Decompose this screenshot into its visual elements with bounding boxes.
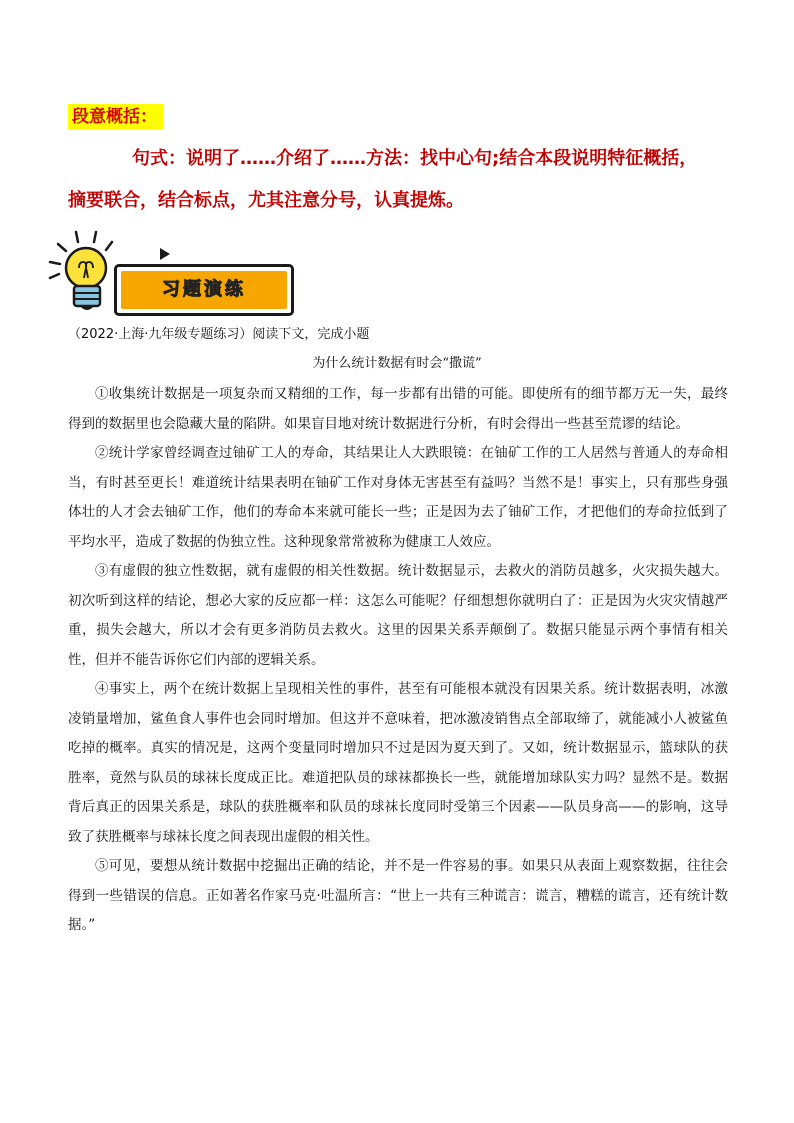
arrow-icon — [160, 248, 170, 260]
summary-heading-label: 段意概括： — [68, 104, 163, 130]
summary-method-line-1: 句式：说明了……介绍了……方法：找中心句;结合本段说明特征概括， — [132, 148, 698, 169]
question-source: （2022·上海·九年级专题练习）阅读下文，完成小题 — [68, 327, 370, 342]
article-title: 为什么统计数据有时会“撒谎” — [312, 356, 482, 371]
badge-title: 习题演练 — [162, 279, 246, 300]
article-paragraph-1: ①收集统计数据是一项复杂而又精细的工作，每一步都有出错的可能。即使所有的细节都万无一失，最终得到的数据里也会隐藏大量的陷阱。如果盲目地对统计数据进行分析，有时会得出一些甚至荒谬的结论。 — [68, 386, 728, 432]
summary-method-line-2: 摘要联合，结合标点，尤其注意分号，认真提炼。 — [68, 190, 464, 211]
badge-frame — [114, 264, 294, 316]
article-paragraph-4: ④事实上，两个在统计数据上呈现相关性的事件，甚至有可能根本就没有因果关系。统计数据表明，冰激凌销量增加，鲨鱼食人事件也会同时增加。但这并不意味着，把冰激凌销售点全部取缔了，就能减小人被鲨鱼吃掉的概率。真实的情况是，这两个变量同时增加只不过是因为夏天到了。又如，统计数据显示，篮球队的获胜率，竟然与队员的球袜长度成正比。难道把队员的球袜都换长一些，就能增加球队实力吗？显然不是。数据背后真正的因果关系是，球队的获胜概率和队员的球袜长度同时受第三个因素——队员身高——的影响，这导致了获胜概率与球袜长度之间表现出虚假的相关性。 — [68, 681, 728, 845]
article-paragraph-2: ②统计学家曾经调查过铀矿工人的寿命，其结果让人大跌眼镜：在铀矿工作的工人居然与普通人的寿命相当，有时甚至更长！难道统计结果表明在铀矿工作对身体无害甚至有益吗？当然不是！事实上，只有那些身强体壮的人才会去铀矿工作，他们的寿命本来就可能长一些；正是因为去了铀矿工作，才把他们的寿命拉低到了平均水平，造成了数据的伪独立性。这种现象常常被称为健康工人效应。 — [68, 445, 728, 550]
article-paragraph-5: ⑤可见，要想从统计数据中挖掘出正确的结论，并不是一件容易的事。如果只从表面上观察数据，往往会得到一些错误的信息。正如著名作家马克·吐温所言：“世上一共有三种谎言：谎言，糟糕的谎言，还有统计数据。” — [68, 858, 728, 933]
exercise-badge — [44, 228, 254, 320]
article-paragraph-3: ③有虚假的独立性数据，就有虚假的相关性数据。统计数据显示，去救火的消防员越多，火灾损失越大。初次听到这样的结论，想必大家的反应都一样：这怎么可能呢？仔细想想你就明白了：正是因为火灾灾情越严重，损失会越大，所以才会有更多消防员去救火。这里的因果关系弄颠倒了。数据只能显示两个事情有相关性，但并不能告诉你它们内部的逻辑关系。 — [68, 563, 728, 668]
article-body — [68, 380, 728, 941]
